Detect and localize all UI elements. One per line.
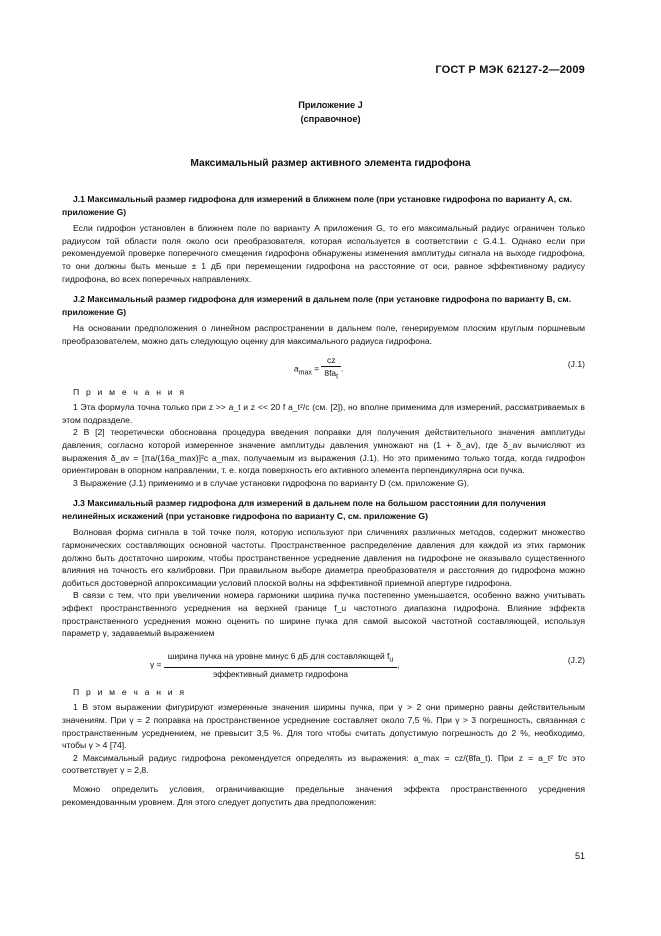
formula-lhs: a [294,363,299,374]
appendix-title: Приложение J [298,100,363,110]
note-j2-3: 3 Выражение (J.1) применимо и в случае установки гидрофона по варианту D (см. приложение G). [73,477,470,488]
equation-number-j2: (J.2) [567,654,585,665]
formula-numerator: cz [321,354,341,368]
section-j1-heading: J.1 Максимальный размер гидрофона для измерений в ближнем поле (при установке гидрофона по варианту A, см. приложение G) [62,194,572,217]
section-j3-heading: J.3 Максимальный размер гидрофона для измерений в дальнем поле на большом расстоянии для получения нелинейных искажений (при установке гидрофона по варианту C, см. приложение G) [62,498,546,521]
formula-denominator-sub: t [336,373,339,381]
formula-j2 [62,648,585,678]
formula-denominator: 8fa [324,368,337,379]
section-j2-heading: J.2 Максимальный размер гидрофона для измерений в дальнем поле (при установке гидрофона по варианту B, см. приложение G) [62,294,572,317]
section-j3-paragraph-1: Волновая форма сигнала в той точке поля, которую используют при сличениях различных методов, содержит множество гармонических составляющих основной частоты. Пространственное распределение давления для каждой из этих гармоник должно быть достаточно широким, чтобы пространственное усреднение давления на гидрофоне не оказывало существенного влияния на точность его калибровки. При правильном выборе диаметра преобразователя и расстояния до гидрофона можно добиться достоверной аппроксимации условий плоской волны на эффективной приемной апертуре гидрофона. [62,527,585,588]
formula2-numerator-sub: u [389,656,394,664]
standard-header: ГОСТ Р МЭК 62127-2—2009 [435,64,585,76]
note-j3-1: 1 В этом выражении фигурируют измеренные значения ширины пучка, при γ > 2 они примерно равны действительным значениям. При γ = 2 поправка на пространственное усреднение составляет около 7,5 %. При γ > 3 погрешность, связанная с пространственным усреднением, не превысит 3,5 %. Для того чтобы считать допустимую погрешность до 2 %, необходимо, чтобы γ > 4 [74]. [62,702,585,751]
appendix-type: (справочное) [300,114,361,124]
section-j1-paragraph: Если гидрофон установлен в ближнем поле по варианту A приложения G, то его максимальный радиус ограничен только радиусом той области поля около оси преобразователя, которая используется в соответствии с G.4.1. Однако если при рекомендуемой проверке поперечного смещения гидрофона обнаружены изменения амплитуды сигнала на выходе гидрофона, то они должны быть меньше ± 1 дБ при перемещении гидрофона на расстояние от оси, равное эффективному радиусу гидрофона, во всех поперечных направлениях. [62,223,585,284]
note-j3-2: 2 Максимальный радиус гидрофона рекомендуется определять из выражения: a_max = cz/(8fa_t). При z = a_t² f/c это соответствует γ = 2,8. [62,752,585,776]
notes-title-j3: П р и м е ч а н и я [73,686,187,697]
equation-number-j1: (J.1) [567,358,585,369]
formula-tail: . [341,363,344,374]
formula2-tail: , [397,659,400,670]
note-j2-2: 2 В [2] теоретически обоснована процедура введения поправки для получения действительного значения амплитуды давления, согласно которой измеренное значение амплитуды давления умножают на (1 + δ_av), где δ_av вычисляют из выражения δ_av = [πa/(16a_max)]²c a_max, получаемым из выражения (J.1). Но это применимо только тогда, когда гидрофон ориентирован в опорном направлении, т. е. когда поверхность его активного элемента перпендикулярна оси пучка. [62,427,585,476]
main-title: Максимальный размер активного элемента гидрофона [190,158,471,169]
notes-title-j2: П р и м е ч а н и я [73,386,187,397]
formula2-numerator: ширина пучка на уровне минус 6 дБ для составляющей f [167,650,390,661]
page-number: 51 [574,851,585,861]
section-j3-paragraph-2: В связи с тем, что при увеличении номера гармоники ширина пучка постепенно уменьшается, особенно важно учитывать эффект пространственного усреднения на верхней границе f_u частотного диапазона гидрофона. Влияние эффекта пространственного усреднения можно оценить по ширине пучка для самой высокой частотной составляющей, используя параметр γ, задаваемый выражением [62,590,585,639]
formula2-fraction [164,650,398,681]
appendix-heading [0,98,661,126]
formula-eq: = [311,363,322,374]
formula-j1 [62,352,585,381]
formula-fraction [321,354,344,385]
formula2-lhs: γ = [150,659,164,670]
formula-lhs-sub: max [298,368,312,376]
note-j2-1: 1 Эта формула точна только при z >> a_t и z << 20 f a_t²/c (см. [2]), но вполне применима для измерений, рассматриваемых в этом подразделе. [62,402,585,425]
section-j2-paragraph: На основании предположения о линейном распространении в дальнем поле, генерируемом плоским круглым поршневым преобразователем, можно дать следующую оценку для максимального радиуса гидрофона. [62,323,585,346]
section-j3-paragraph-3: Можно определить условия, ограничивающие предельные значения эффекта пространственного усреднения рекомендованным уровнем. Для этого следует допустить два предположения: [62,783,585,807]
document-body [62,193,585,808]
formula2-denominator: эффективный диаметр гидрофона [212,669,348,680]
